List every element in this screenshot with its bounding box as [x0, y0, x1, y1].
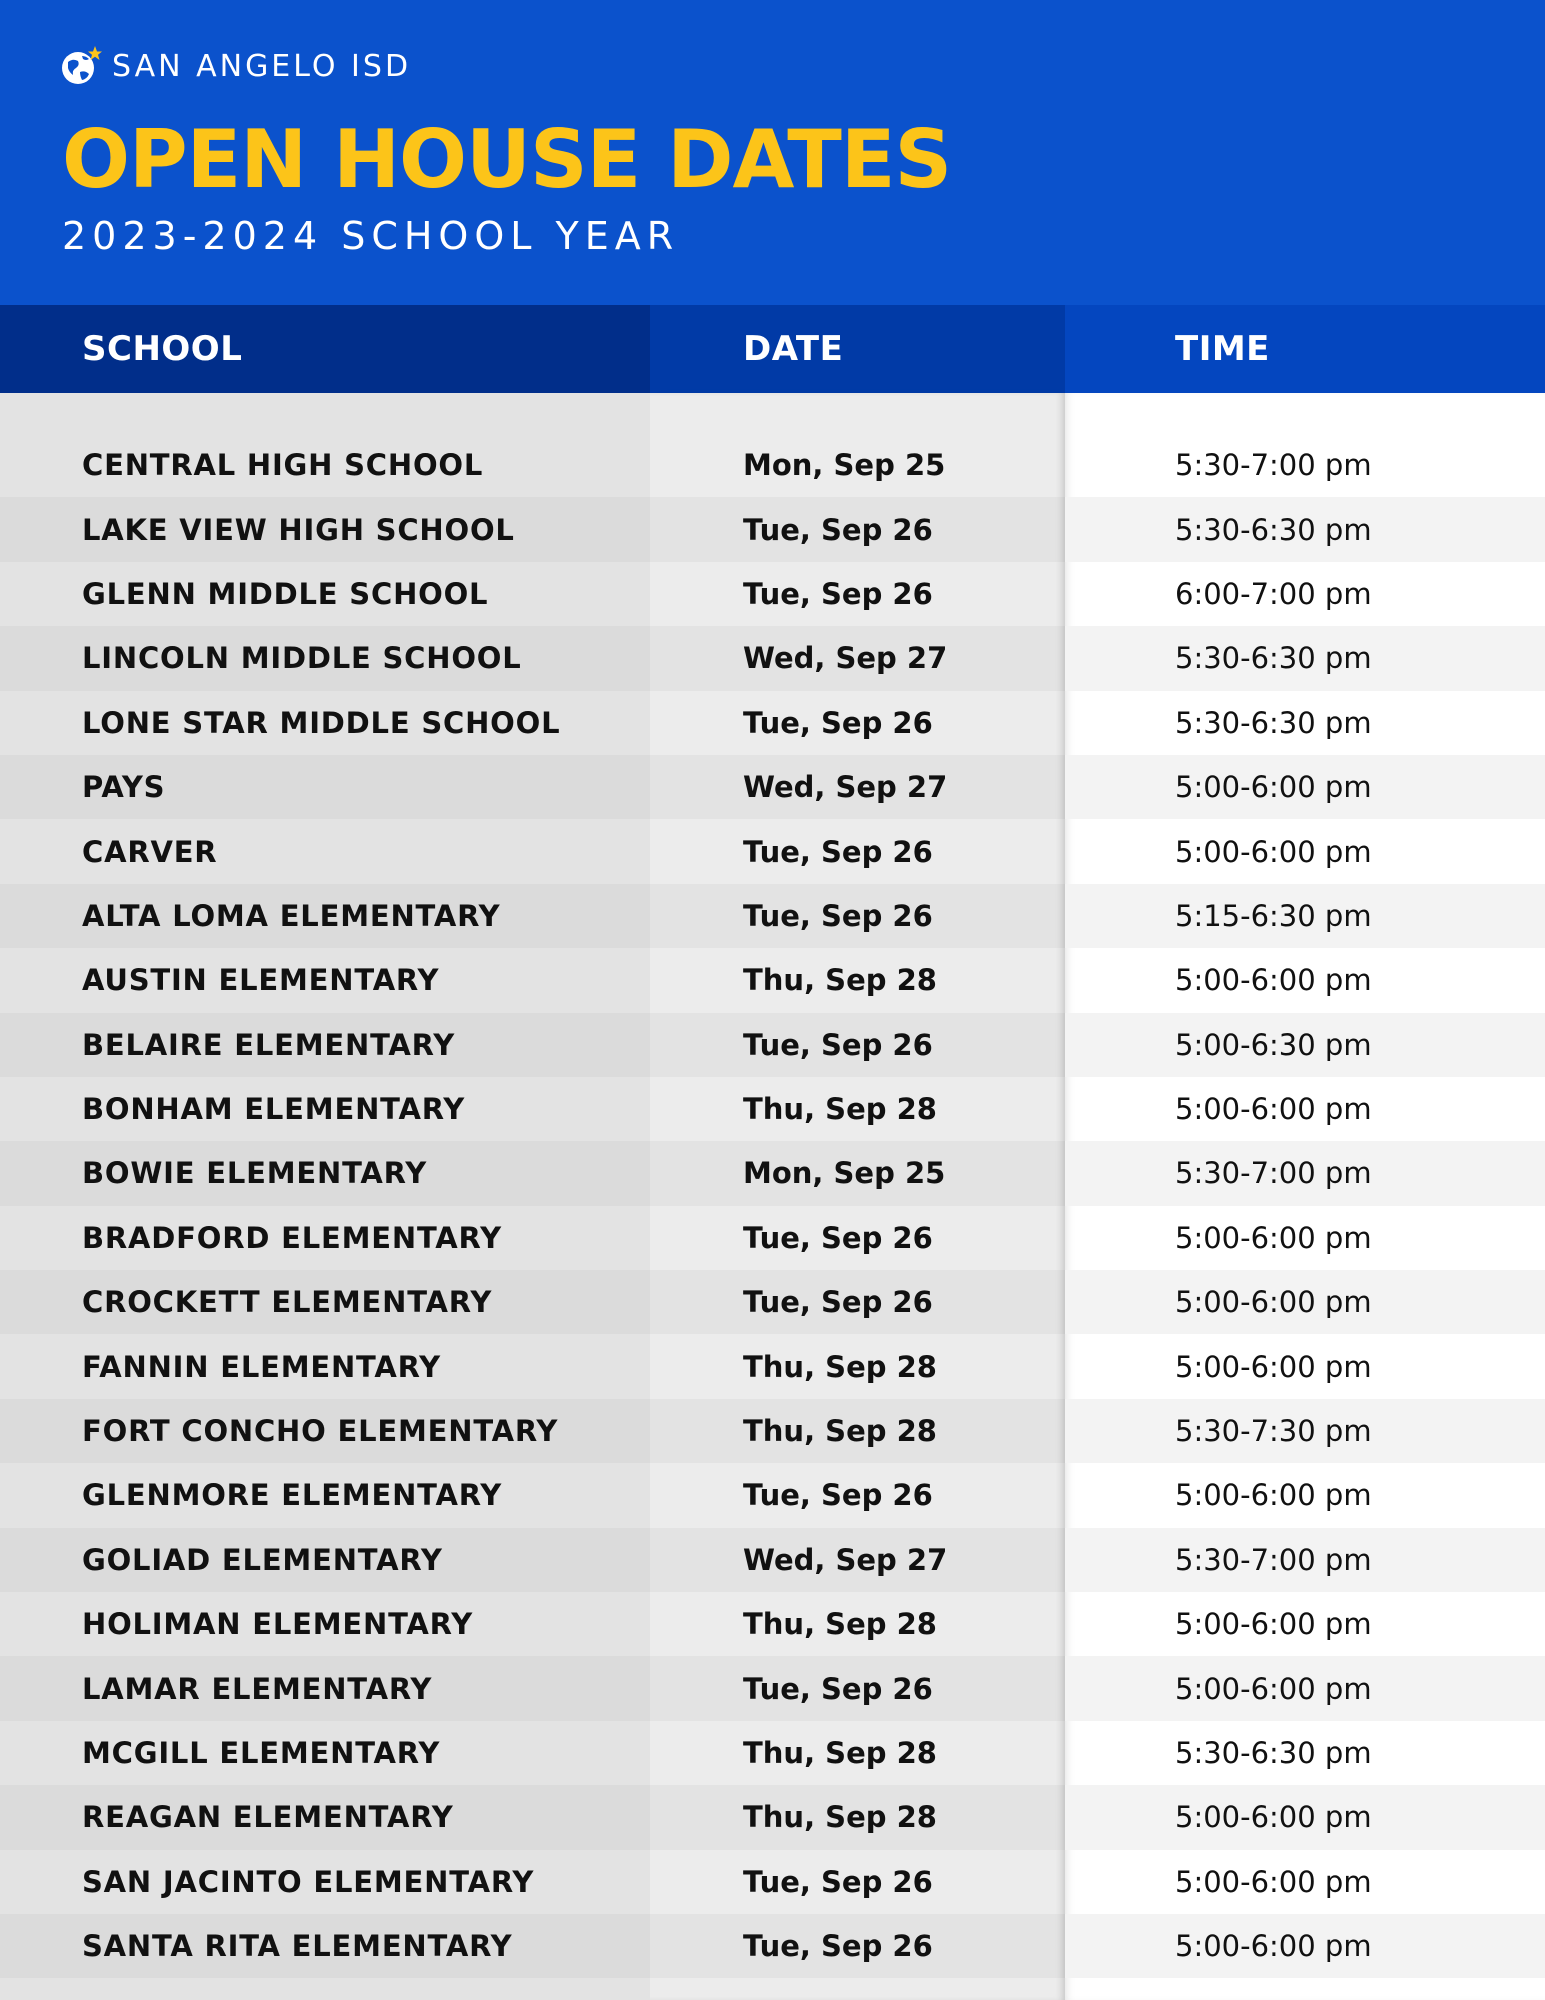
open-house-date: Mon, Sep 25 [650, 1141, 1065, 1205]
school-name: CROCKETT ELEMENTARY [0, 1270, 650, 1334]
school-name: ALTA LOMA ELEMENTARY [0, 884, 650, 948]
open-house-time: 5:00-6:00 pm [1175, 1220, 1372, 1255]
table-header [0, 305, 1545, 393]
table-row [0, 1206, 1545, 1270]
open-house-time: 5:30-7:00 pm [1065, 1141, 1545, 1205]
table-row [0, 497, 1545, 561]
open-house-time: 5:00-6:00 pm [1175, 1092, 1372, 1127]
table-row [0, 884, 1545, 948]
open-house-time: 5:00-6:00 pm [1175, 1349, 1372, 1384]
brand [60, 44, 411, 88]
open-house-date: Tue, Sep 26 [650, 1013, 1065, 1077]
open-house-date: Thu, Sep 28 [743, 1349, 937, 1384]
open-house-date: Tue, Sep 26 [743, 1220, 933, 1255]
open-house-date: Thu, Sep 28 [743, 1607, 937, 1642]
table-row [0, 1463, 1545, 1527]
table-body [0, 393, 1545, 2000]
open-house-date: Wed, Sep 27 [650, 755, 1065, 819]
school-name: LINCOLN MIDDLE SCHOOL [0, 626, 650, 690]
open-house-time: 5:00-6:00 pm [1065, 1914, 1545, 1978]
open-house-date: Tue, Sep 26 [650, 884, 1065, 948]
column-header-time: TIME [1065, 305, 1545, 393]
open-house-time: 5:30-6:30 pm [1065, 626, 1545, 690]
table-row [0, 1592, 1545, 1656]
open-house-date: Tue, Sep 26 [650, 1270, 1065, 1334]
open-house-time: 5:30-6:30 pm [1065, 497, 1545, 561]
open-house-time: 5:30-6:30 pm [1175, 1736, 1372, 1770]
open-house-date: Tue, Sep 26 [743, 576, 933, 611]
column-header-school: SCHOOL [0, 305, 650, 393]
table-row [0, 1270, 1545, 1334]
school-name: FANNIN ELEMENTARY [82, 1349, 441, 1384]
table-row [0, 562, 1545, 626]
open-house-date: Tue, Sep 26 [650, 497, 1065, 561]
school-name: LONE STAR MIDDLE SCHOOL [82, 705, 561, 740]
open-house-date: Thu, Sep 28 [743, 1736, 937, 1770]
header-banner [0, 0, 1545, 305]
school-name: CENTRAL HIGH SCHOOL [82, 448, 484, 483]
open-house-time: 5:00-6:30 pm [1065, 1013, 1545, 1077]
school-name: BRADFORD ELEMENTARY [82, 1220, 502, 1255]
open-house-time: 6:00-7:00 pm [1175, 576, 1372, 611]
open-house-time: 5:30-7:00 pm [1065, 1528, 1545, 1592]
table-row [0, 1528, 1545, 1592]
open-house-date: Wed, Sep 27 [650, 1528, 1065, 1592]
table-row [0, 1399, 1545, 1463]
open-house-time: 5:00-6:00 pm [1065, 1656, 1545, 1720]
school-name: FORT CONCHO ELEMENTARY [0, 1399, 650, 1463]
open-house-date: Mon, Sep 25 [743, 448, 946, 483]
school-name: LAKE VIEW HIGH SCHOOL [0, 497, 650, 561]
table-row [0, 1914, 1545, 1978]
table-row [0, 1141, 1545, 1205]
table-row [0, 819, 1545, 883]
globe-star-icon [60, 44, 102, 88]
table-row [0, 1656, 1545, 1720]
open-house-date: Tue, Sep 26 [743, 834, 933, 869]
school-name: GOLIAD ELEMENTARY [0, 1528, 650, 1592]
table-row [0, 1013, 1545, 1077]
page-title: OPEN HOUSE DATES [62, 113, 952, 206]
open-house-date: Thu, Sep 28 [743, 963, 937, 998]
school-name: BOWIE ELEMENTARY [0, 1141, 650, 1205]
table-row [0, 1785, 1545, 1849]
school-name: LAMAR ELEMENTARY [0, 1656, 650, 1720]
table-row [0, 1334, 1545, 1398]
open-house-time: 5:15-6:30 pm [1065, 884, 1545, 948]
open-house-date: Thu, Sep 28 [743, 1092, 937, 1127]
table-row [0, 1077, 1545, 1141]
school-name: PAYS [0, 755, 650, 819]
school-name: HOLIMAN ELEMENTARY [82, 1607, 474, 1642]
table-row [0, 1721, 1545, 1785]
open-house-time: 5:00-6:00 pm [1065, 755, 1545, 819]
school-name: GLENMORE ELEMENTARY [82, 1478, 503, 1513]
open-house-time: 5:00-6:00 pm [1175, 834, 1372, 869]
table-row [0, 433, 1545, 497]
school-name: SAN JACINTO ELEMENTARY [82, 1864, 535, 1899]
open-house-date: Tue, Sep 26 [743, 1864, 933, 1899]
school-name: GLENN MIDDLE SCHOOL [82, 576, 489, 611]
page-subtitle: 2023-2024 SCHOOL YEAR [62, 214, 680, 258]
brand-name: SAN ANGELO ISD [112, 48, 412, 84]
open-house-date: Thu, Sep 28 [650, 1399, 1065, 1463]
school-name: MCGILL ELEMENTARY [82, 1736, 441, 1770]
school-name: REAGAN ELEMENTARY [0, 1785, 650, 1849]
school-name: BONHAM ELEMENTARY [82, 1092, 466, 1127]
open-house-time: 5:00-6:00 pm [1175, 1864, 1372, 1899]
open-house-time: 5:00-6:00 pm [1175, 963, 1372, 998]
open-house-date: Tue, Sep 26 [743, 1478, 933, 1513]
open-house-time: 5:30-7:30 pm [1065, 1399, 1545, 1463]
school-name: CARVER [82, 834, 218, 869]
school-name: BELAIRE ELEMENTARY [0, 1013, 650, 1077]
open-house-date: Thu, Sep 28 [650, 1785, 1065, 1849]
table-row [0, 626, 1545, 690]
open-house-time: 5:00-6:00 pm [1175, 1478, 1372, 1513]
table-row [0, 755, 1545, 819]
school-name: AUSTIN ELEMENTARY [82, 963, 440, 998]
open-house-time: 5:00-6:00 pm [1065, 1270, 1545, 1334]
table-rows [0, 433, 1545, 1978]
table-row [0, 948, 1545, 1012]
open-house-date: Tue, Sep 26 [650, 1914, 1065, 1978]
open-house-time: 5:30-6:30 pm [1175, 705, 1372, 740]
open-house-date: Tue, Sep 26 [743, 705, 933, 740]
column-header-date: DATE [650, 305, 1065, 393]
open-house-time: 5:00-6:00 pm [1065, 1785, 1545, 1849]
open-house-time: 5:30-7:00 pm [1175, 448, 1372, 483]
open-house-date: Wed, Sep 27 [650, 626, 1065, 690]
open-house-time: 5:00-6:00 pm [1175, 1607, 1372, 1642]
table-row [0, 1850, 1545, 1914]
school-name: SANTA RITA ELEMENTARY [0, 1914, 650, 1978]
table-row [0, 691, 1545, 755]
open-house-date: Tue, Sep 26 [650, 1656, 1065, 1720]
